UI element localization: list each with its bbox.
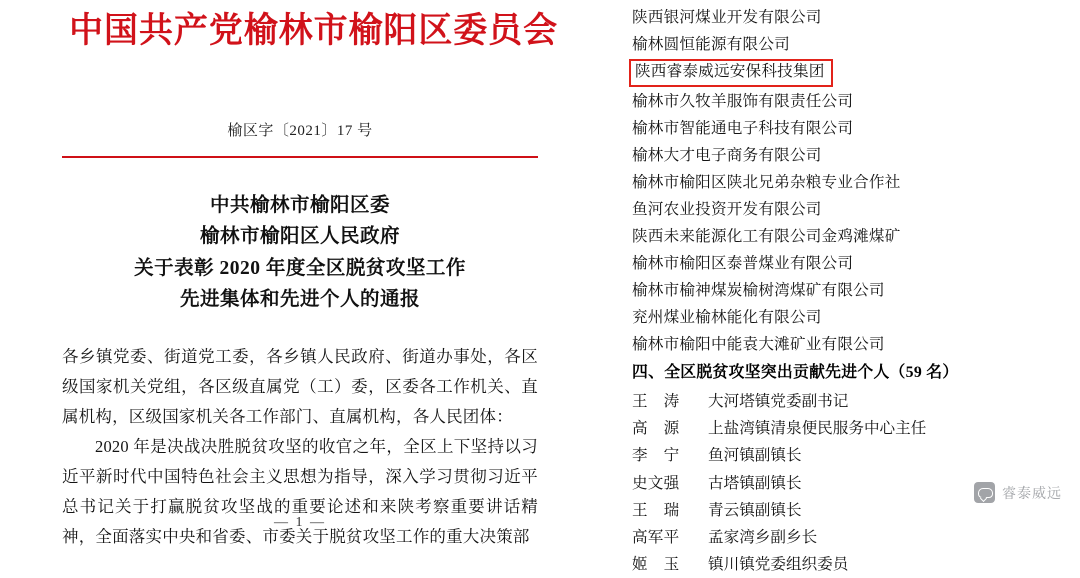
- person-title: 古塔镇副镇长: [708, 474, 802, 492]
- list-item: 榆林市榆神煤炭榆树湾煤矿有限公司: [632, 282, 885, 300]
- list-item: 榆林大才电子商务有限公司: [632, 146, 822, 164]
- person-row: [632, 442, 1054, 469]
- list-item: 榆林圆恒能源有限公司: [632, 36, 790, 54]
- document-list-right: [600, 0, 1080, 573]
- person-name: 高 源: [632, 420, 680, 438]
- list-item: 榆林市久牧羊服饰有限责任公司: [632, 92, 854, 110]
- person-title: 孟家湾乡副乡长: [708, 528, 818, 546]
- person-row: [632, 551, 1054, 578]
- list-item: 陕西银河煤业开发有限公司: [632, 9, 822, 26]
- person-name: 姬 玉: [632, 555, 680, 573]
- list-item: 陕西未来能源化工有限公司金鸡滩煤矿: [632, 227, 901, 245]
- list-item: 兖州煤业榆林能化有限公司: [632, 309, 822, 327]
- person-row: [632, 388, 1054, 415]
- document-number: 榆区字〔2021〕17 号: [227, 122, 373, 139]
- list-item: 鱼河农业投资开发有限公司: [632, 200, 822, 218]
- list-item-highlighted: 陕西睿泰威远安保科技集团: [629, 59, 833, 87]
- section-heading: 四、全区脱贫攻坚突出贡献先进个人（59 名）: [632, 364, 959, 382]
- list-item: 榆林市榆阳区泰普煤业有限公司: [632, 254, 854, 272]
- masthead-title: 中国共产党榆林市榆阳区委员会: [69, 10, 559, 51]
- person-row: [632, 415, 1054, 442]
- person-row: [632, 524, 1054, 551]
- list-item: 榆林市智能通电子科技有限公司: [632, 119, 854, 137]
- title-line-2: 榆林市榆阳区人民政府: [199, 226, 400, 248]
- watermark-label: 睿泰威远: [1002, 485, 1062, 502]
- person-name: 史文强: [632, 474, 680, 492]
- page-number: — 1 —: [274, 515, 326, 530]
- person-title: 上盐湾镇清泉便民服务中心主任: [708, 420, 927, 438]
- person-name: 李 宁: [632, 447, 680, 465]
- document-title: [62, 190, 538, 316]
- red-divider-rule: [62, 156, 538, 158]
- person-title: 青云镇副镇长: [708, 501, 802, 519]
- person-title: 大河塔镇党委副书记: [708, 393, 849, 411]
- body-paragraph-2: 2020 年是决战决胜脱贫攻坚的收官之年，全区上下坚持以习近平新时代中国特色社会主义思想为指导，深入学习贯彻习近平总书记关于打赢脱贫攻坚战的重要论述和来陕考察重要讲话精神，全面落实中央和省委、市委关于脱贫攻坚工作的重大决策部: [62, 436, 538, 546]
- watermark-badge: [974, 482, 1062, 503]
- title-line-1: 中共榆林市榆阳区委: [209, 194, 390, 216]
- person-name: 高军平: [632, 528, 680, 546]
- list-item: 榆林市榆阳区陕北兄弟杂粮专业合作社: [632, 173, 901, 191]
- list-item: 榆林市榆阳中能袁大滩矿业有限公司: [632, 336, 885, 354]
- person-name: 王 瑞: [632, 501, 680, 519]
- title-line-4: 先进集体和先进个人的通报: [179, 289, 420, 311]
- person-title: 鱼河镇副镇长: [708, 447, 802, 465]
- wechat-icon: [974, 482, 995, 503]
- body-paragraph-1: 各乡镇党委、街道党工委，各乡镇人民政府、街道办事处，各区级国家机关党组，各区级直属党（工）委，区委各工作机关、直属机构，区级国家机关各工作部门、直属机构，各人民团体：: [62, 346, 538, 426]
- person-name: 王 涛: [632, 393, 680, 411]
- person-title: 镇川镇党委组织委员: [708, 555, 849, 573]
- title-line-3: 关于表彰 2020 年度全区脱贫攻坚工作: [134, 257, 466, 279]
